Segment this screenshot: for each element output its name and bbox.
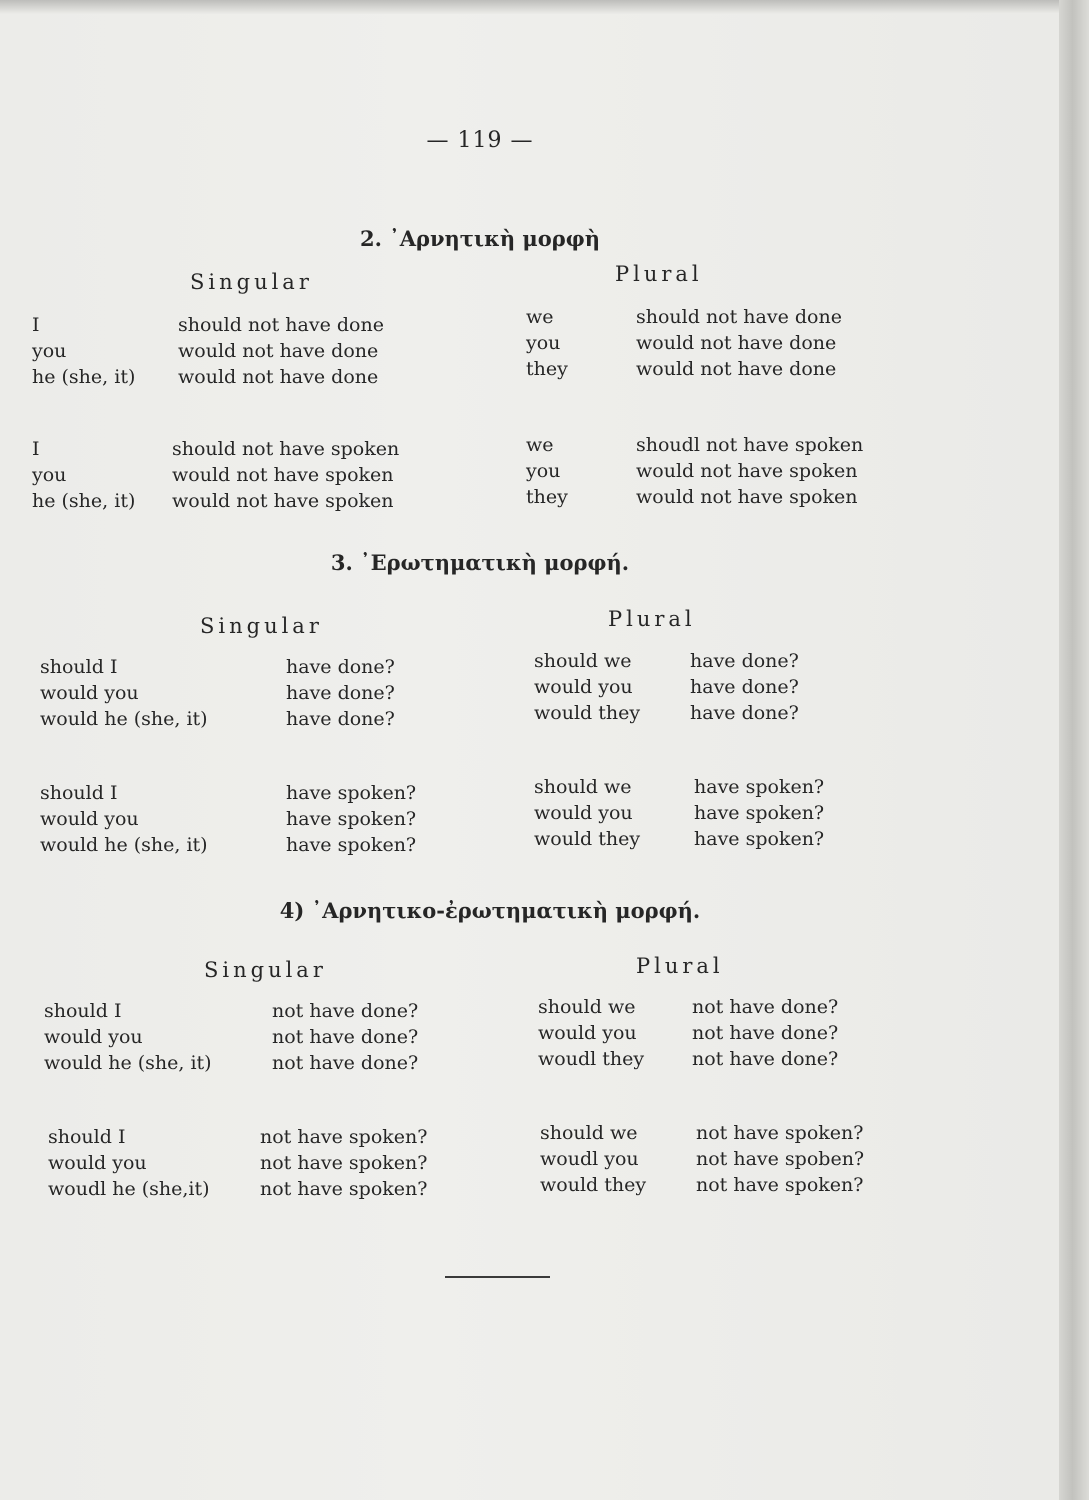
verb-phrase: not have done? — [272, 1052, 419, 1074]
subject: they — [526, 486, 568, 508]
verb-phrase: have done? — [286, 656, 395, 678]
subject: would you — [44, 1026, 143, 1048]
verb-phrase: have spoken? — [694, 828, 825, 850]
subject: I — [32, 314, 40, 336]
subject: you — [32, 340, 67, 362]
subject: should we — [534, 650, 632, 672]
subject: would they — [540, 1174, 647, 1196]
verb-phrase: would not have done — [178, 366, 379, 388]
plural-label: Plural — [608, 607, 696, 631]
subject: would you — [534, 676, 633, 698]
verb-phrase: have spoken? — [694, 802, 825, 824]
verb-phrase: not have done? — [272, 1026, 419, 1048]
verb-phrase: not have done? — [692, 1048, 839, 1070]
verb-phrase: should not have spoken — [172, 438, 400, 460]
verb-phrase: not have spoken? — [260, 1178, 428, 1200]
verb-phrase: have spoken? — [286, 782, 417, 804]
section-heading-negative: 2. ᾿Αρνητικὴ μορφὴ — [359, 226, 601, 251]
verb-phrase: not have spoken? — [260, 1126, 428, 1148]
verb-phrase: would not have done — [636, 358, 837, 380]
subject: should I — [48, 1126, 126, 1148]
page-top-shadow — [0, 0, 1060, 14]
subject: should I — [40, 656, 118, 678]
book-binding-edge — [1059, 0, 1089, 1500]
verb-phrase: not have done? — [272, 1000, 419, 1022]
verb-phrase: have done? — [286, 682, 395, 704]
subject: would he (she, it) — [40, 708, 208, 730]
subject: would you — [534, 802, 633, 824]
subject: he (she, it) — [32, 366, 136, 388]
singular-label: Singular — [204, 958, 327, 982]
subject: you — [526, 460, 561, 482]
verb-phrase: have spoken? — [694, 776, 825, 798]
verb-phrase: would not have done — [636, 332, 837, 354]
subject: should we — [534, 776, 632, 798]
subject: you — [526, 332, 561, 354]
verb-phrase: have done? — [690, 676, 799, 698]
subject: would he (she, it) — [40, 834, 208, 856]
plural-label: Plural — [615, 262, 703, 286]
subject: would you — [538, 1022, 637, 1044]
verb-phrase: not have spoken? — [696, 1174, 864, 1196]
verb-phrase: not have done? — [692, 996, 839, 1018]
verb-phrase: not have done? — [692, 1022, 839, 1044]
verb-phrase: would not have spoken — [172, 464, 394, 486]
subject: would you — [40, 682, 139, 704]
subject: woudl he (she,it) — [48, 1178, 210, 1200]
subject: would you — [48, 1152, 147, 1174]
subject: woudl you — [540, 1148, 639, 1170]
subject: we — [526, 306, 554, 328]
section-heading-interrogative: 3. ᾿Ερωτηματικὴ μορφή. — [330, 550, 630, 575]
verb-phrase: have done? — [286, 708, 395, 730]
verb-phrase: would not have spoken — [636, 460, 858, 482]
verb-phrase: would not have spoken — [636, 486, 858, 508]
subject: would they — [534, 702, 641, 724]
subject: should we — [540, 1122, 638, 1144]
verb-phrase: have done? — [690, 702, 799, 724]
subject: woudl they — [538, 1048, 645, 1070]
end-rule — [445, 1276, 550, 1278]
subject: they — [526, 358, 568, 380]
singular-label: Singular — [190, 270, 313, 294]
verb-phrase: have spoken? — [286, 834, 417, 856]
subject: would he (she, it) — [44, 1052, 212, 1074]
subject: you — [32, 464, 67, 486]
section-heading-negative-interrogative: 4) ᾿Αρνητικο-ἐρωτηματικὴ μορφή. — [279, 898, 701, 923]
subject: should I — [40, 782, 118, 804]
verb-phrase: should not have done — [178, 314, 384, 336]
verb-phrase: would not have done — [178, 340, 379, 362]
subject: should I — [44, 1000, 122, 1022]
subject: I — [32, 438, 40, 460]
plural-label: Plural — [636, 954, 724, 978]
verb-phrase: shoudl not have spoken — [636, 434, 864, 456]
subject: we — [526, 434, 554, 456]
verb-phrase: would not have spoken — [172, 490, 394, 512]
verb-phrase: should not have done — [636, 306, 842, 328]
verb-phrase: not have spoken? — [260, 1152, 428, 1174]
subject: he (she, it) — [32, 490, 136, 512]
verb-phrase: have done? — [690, 650, 799, 672]
subject: should we — [538, 996, 636, 1018]
singular-label: Singular — [200, 614, 323, 638]
verb-phrase: not have spoken? — [696, 1122, 864, 1144]
subject: would they — [534, 828, 641, 850]
verb-phrase: have spoken? — [286, 808, 417, 830]
page-number: — 119 — — [426, 128, 534, 153]
verb-phrase: not have spoben? — [696, 1148, 865, 1170]
subject: would you — [40, 808, 139, 830]
